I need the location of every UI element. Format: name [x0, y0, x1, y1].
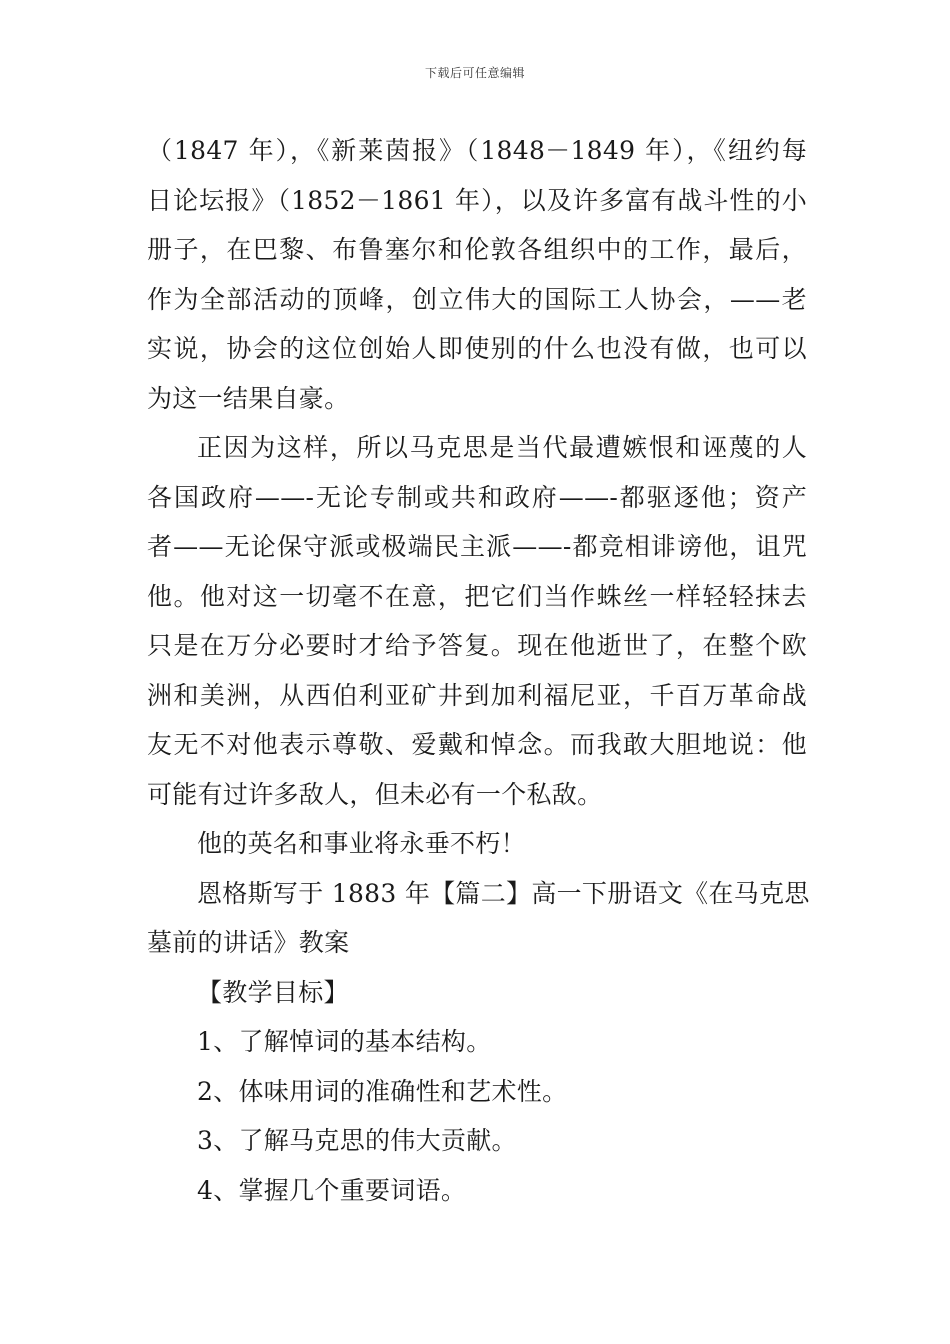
text-line: 他。他对这一切毫不在意，把它们当作蛛丝一样轻轻抹去 [147, 581, 807, 611]
text-line: 者——无论保守派或极端民主派——-都竞相诽谤他，诅咒 [147, 532, 807, 561]
list-item: 1、了解悼词的基本结构。 [197, 1027, 492, 1056]
page-header: 下载后可任意编辑 [424, 66, 525, 80]
section-heading: 【教学目标】 [197, 977, 349, 1007]
text-line: 他的英名和事业将永垂不朽！ [197, 829, 526, 858]
text-line: 各国政府——-无论专制或共和政府——-都驱逐他；资产 [147, 482, 807, 512]
list-item: 4、掌握几个重要词语。 [197, 1175, 467, 1205]
list-item: 2、体味用词的准确性和艺术性。 [197, 1076, 568, 1106]
text-line: 洲和美洲，从西伯利亚矿井到加利福尼亚，千百万革命战 [147, 680, 807, 710]
text-line: 日论坛报》（1852－1861 年），以及许多富有战斗性的小 [147, 185, 807, 215]
text-line: 友无不对他表示尊敬、爱戴和悼念。而我敢大胆地说：他 [147, 730, 807, 759]
text-line: 可能有过许多敌人，但未必有一个私敌。 [147, 779, 603, 809]
text-line: 为这一结果自豪。 [147, 383, 350, 413]
document-body [147, 126, 810, 1215]
list-item: 3、了解马克思的伟大贡献。 [197, 1126, 517, 1155]
text-line: 只是在万分必要时才给予答复。现在他逝世了，在整个欧 [147, 631, 807, 660]
text-line: 恩格斯写于 1883 年【篇二】高一下册语文《在马克思 [197, 878, 810, 908]
text-line: 册子，在巴黎、布鲁塞尔和伦敦各组织中的工作，最后， [147, 235, 807, 264]
text-line: 正因为这样，所以马克思是当代最遭嫉恨和诬蔑的人 [197, 433, 807, 462]
text-line: 作为全部活动的顶峰，创立伟大的国际工人协会，——老 [147, 284, 807, 314]
text-line: 实说，协会的这位创始人即使别的什么也没有做，也可以 [147, 334, 807, 363]
text-line: （1847 年），《新莱茵报》（1848－1849 年），《纽约每 [147, 136, 807, 165]
text-line: 墓前的讲话》教案 [147, 928, 350, 957]
